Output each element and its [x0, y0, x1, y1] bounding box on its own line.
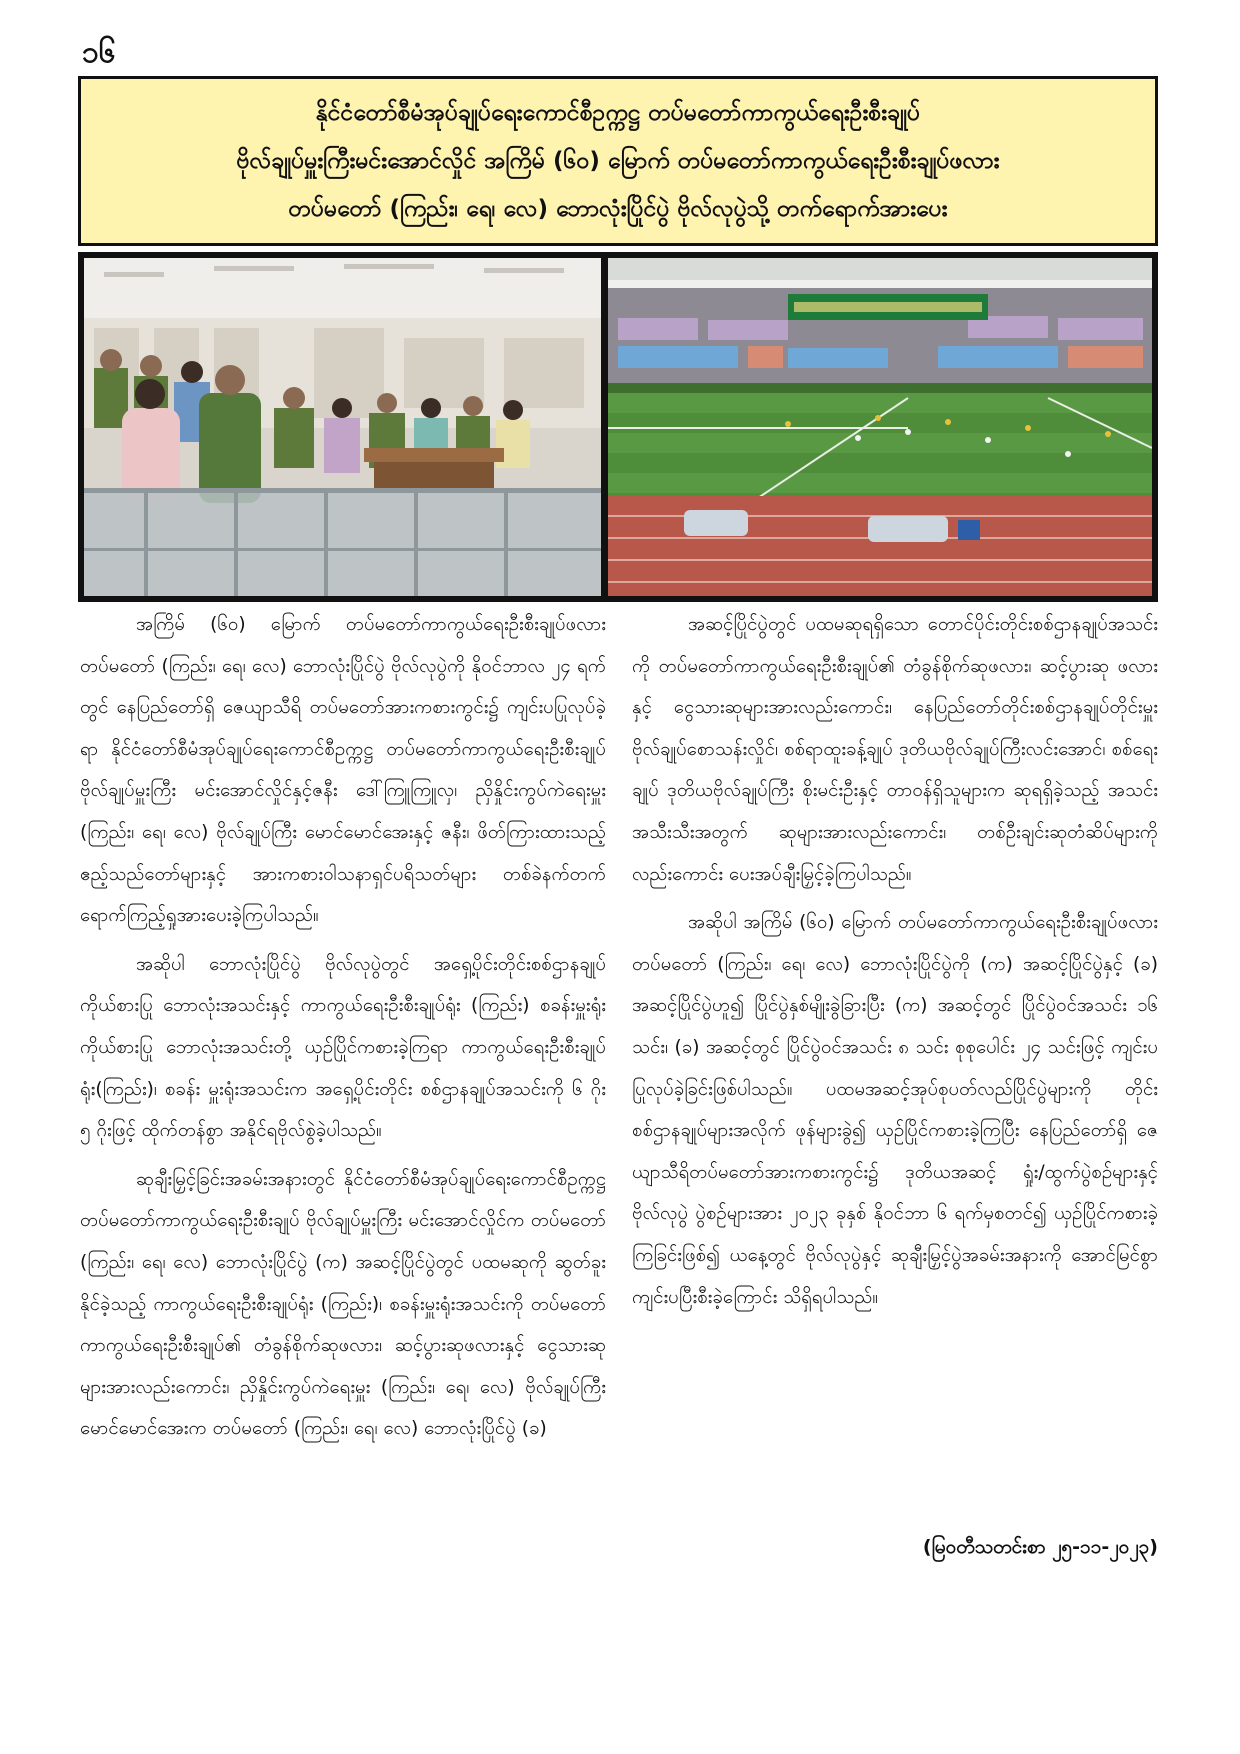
stadium-match-photo-icon [608, 258, 1152, 596]
headline-line-3: တပ်မတော် (ကြည်း၊ ရေ၊ လေ) ဘောလုံးပြိုင်ပွဲ ဗိုလ်လုပွဲသို့ တက်ရောက်အားပေး [288, 196, 948, 222]
paragraph: အဆင့်ပြိုင်ပွဲတွင် ပထမဆုရရှိသော တောင်ပိုင်းတိုင်းစစ်ဌာနချုပ်အသင်းကို တပ်မတော်ကာကွယ်ရေးဦးစီးချုပ်၏ တံခွန်စိုက်ဆုဖလား၊ ဆင့်ပွားဆု ဖလားနှင့် ငွေသားဆုများအားလည်းကောင်း၊ နေပြည်တော်တိုင်းစစ်ဌာနချုပ်တိုင်းမှူး ဗိုလ်ချုပ်စောသန်းလှိုင်၊ စစ်ရာထူးခန့်ချုပ် ဒုတိယဗိုလ်ချုပ်ကြီးလင်းအောင်၊ စစ်ရေးချုပ် ဒုတိယဗိုလ်ချုပ်ကြီး စိုးမင်းဦးနှင့် တာဝန်ရှိသူများက ဆုရရှိခဲ့သည့် အသင်းအသီးသီးအတွက် ဆုများအားလည်းကောင်း၊ တစ်ဦးချင်းဆုတံဆိပ်များကိုလည်းကောင်း ပေးအပ်ချီးမြှင့်ခဲ့ကြပါသည်။ [632, 614, 1158, 885]
page-number: ၁၆ [82, 35, 116, 70]
headline-line-2: ဗိုလ်ချုပ်မှူးကြီးမင်းအောင်လှိုင် အကြိမ် (၆၀) မြောက် တပ်မတော်ကာကွယ်ရေးဦးစီးချုပ်ဖလား [236, 148, 1000, 174]
source-credit: (မြဝတီသတင်းစာ ၂၅-၁၁-၂၀၂၃) [922, 1536, 1158, 1558]
headline-line-1: နိုင်ငံတော်စီမံအုပ်ချုပ်ရေးကောင်စီဥက္ကဋ္ဌ တပ်မတော်ကာကွယ်ရေးဦးစီးချုပ် [315, 100, 921, 126]
paragraph: အဆိုပါ အကြိမ် (၆၀) မြောက် တပ်မတော်ကာကွယ်ရေးဦးစီးချုပ်ဖလား တပ်မတော် (ကြည်း၊ ရေ၊ လေ) ဘောလုံးပြိုင်ပွဲကို (က) အဆင့်ပြိုင်ပွဲနှင့် (ခ) အဆင့်ပြိုင်ပွဲဟူ၍ ပြိုင်ပွဲနှစ်မျိုးခွဲခြားပြီး (က) အဆင့်တွင် ပြိုင်ပွဲဝင်အသင်း ၁၆ သင်း၊ (ခ) အဆင့်တွင် ပြိုင်ပွဲဝင်အသင်း ၈ သင်း စုစုပေါင်း ၂၄ သင်းဖြင့် ကျင်းပပြုလုပ်ခဲ့ခြင်းဖြစ်ပါသည်။ ပထမအဆင့်အုပ်စုပတ်လည်ပြိုင်ပွဲများကို တိုင်းစစ်ဌာနချုပ်များအလိုက် ဖုန်များခွဲ၍ ယှဉ်ပြိုင်ကစားခဲ့ကြပြီး နေပြည်တော်ရှိ ဇေယျာသီရိတပ်မတော်အားကစားကွင်း၌ ဒုတိယအဆင့် ရှုံး/ထွက်ပွဲစဉ်များနှင့် ဗိုလ်လုပွဲ ပွဲစဉ်များအား ၂၀၂၃ ခုနှစ် နိုဝင်ဘာ ၆ ရက်မှစတင်၍ ယှဉ်ပြိုင်ကစားခဲ့ကြခြင်းဖြစ်၍ ယနေ့တွင် ဗိုလ်လုပွဲနှင့် ဆုချီးမြှင့်ပွဲအခမ်းအနားကို အောင်မြင်စွာ ကျင်းပပြီးစီးခဲ့ကြောင်း သိရှိရပါသည်။ [632, 912, 1158, 1308]
vip-stand-photo-icon [84, 258, 601, 596]
headline-box [78, 76, 1158, 246]
vip-stand-photo [84, 258, 601, 596]
paragraph: ဆုချီးမြှင့်ခြင်းအခမ်းအနားတွင် နိုင်ငံတော်စီမံအုပ်ချုပ်ရေးကောင်စီဥက္ကဋ္ဌ တပ်မတော်ကာကွယ်ရေးဦးစီးချုပ် ဗိုလ်ချုပ်မှူးကြီး မင်းအောင်လှိုင်က တပ်မတော် (ကြည်း၊ ရေ၊ လေ) ဘောလုံးပြိုင်ပွဲ (က) အဆင့်ပြိုင်ပွဲတွင် ပထမဆုကို ဆွတ်ခူးနိုင်ခဲ့သည့် ကာကွယ်ရေးဦးစီးချုပ်ရုံး (ကြည်း)၊ စခန်းမှူးရုံးအသင်းကို တပ်မတော်ကာကွယ်ရေးဦးစီးချုပ်၏ တံခွန်စိုက်ဆုဖလား၊ ဆင့်ပွားဆုဖလားနှင့် ငွေသားဆုများအားလည်းကောင်း၊ ညှိနှိုင်းကွပ်ကဲရေးမှူး (ကြည်း၊ ရေ၊ လေ) ဗိုလ်ချုပ်ကြီး မောင်မောင်အေးက တပ်မတော် (ကြည်း၊ ရေ၊ လေ) ဘောလုံးပြိုင်ပွဲ (ခ) [80, 1168, 606, 1440]
article-left-column [80, 604, 606, 1457]
article-right-column [632, 604, 1158, 1325]
paragraph: အဆိုပါ ဘောလုံးပြိုင်ပွဲ ဗိုလ်လုပွဲတွင် အရှေ့ပိုင်းတိုင်းစစ်ဌာနချုပ်ကိုယ်စားပြု ဘောလုံးအသင်းနှင့် ကာကွယ်ရေးဦးစီးချုပ်ရုံး (ကြည်း) စခန်းမှူးရုံးကိုယ်စားပြု ဘောလုံးအသင်းတို့ ယှဉ်ပြိုင်ကစားခဲ့ကြရာ ကာကွယ်ရေးဦးစီးချုပ်ရုံး(ကြည်း)၊ စခန်း မှူးရုံးအသင်းက အရှေ့ပိုင်းတိုင်း စစ်ဌာနချုပ်အသင်းကို ၆ ဂိုး ၅ ဂိုးဖြင့် ထိုက်တန်စွာ အနိုင်ရဗိုလ်စွဲခဲ့ပါသည်။ [80, 953, 606, 1142]
stadium-match-photo [608, 258, 1152, 596]
photo-strip [78, 252, 1158, 602]
paragraph: အကြိမ် (၆၀) မြောက် တပ်မတော်ကာကွယ်ရေးဦးစီးချုပ်ဖလား တပ်မတော် (ကြည်း၊ ရေ၊ လေ) ဘောလုံးပြိုင်ပွဲ ဗိုလ်လုပွဲကို နိုဝင်ဘာလ ၂၄ ရက်တွင် နေပြည်တော်ရှိ ဇေယျာသီရိ တပ်မတော်အားကစားကွင်း၌ ကျင်းပပြုလုပ်ခဲ့ရာ နိုင်ငံတော်စီမံအုပ်ချုပ်ရေးကောင်စီဥက္ကဋ္ဌ တပ်မတော်ကာကွယ်ရေးဦးစီးချုပ် ဗိုလ်ချုပ်မှူးကြီး မင်းအောင်လှိုင်နှင့်ဇနီး ဒေါ်ကြူကြူလှ၊ ညှိနှိုင်းကွပ်ကဲရေးမှူး (ကြည်း၊ ရေ၊ လေ) ဗိုလ်ချုပ်ကြီး မောင်မောင်အေးနှင့် ဇနီး၊ ဖိတ်ကြားထားသည့် ဧည့်သည်တော်များနှင့် အားကစားဝါသနာရှင်ပရိသတ်များ တစ်ခဲနက်တက်ရောက်ကြည့်ရှုအားပေးခဲ့ကြပါသည်။ [80, 614, 606, 927]
